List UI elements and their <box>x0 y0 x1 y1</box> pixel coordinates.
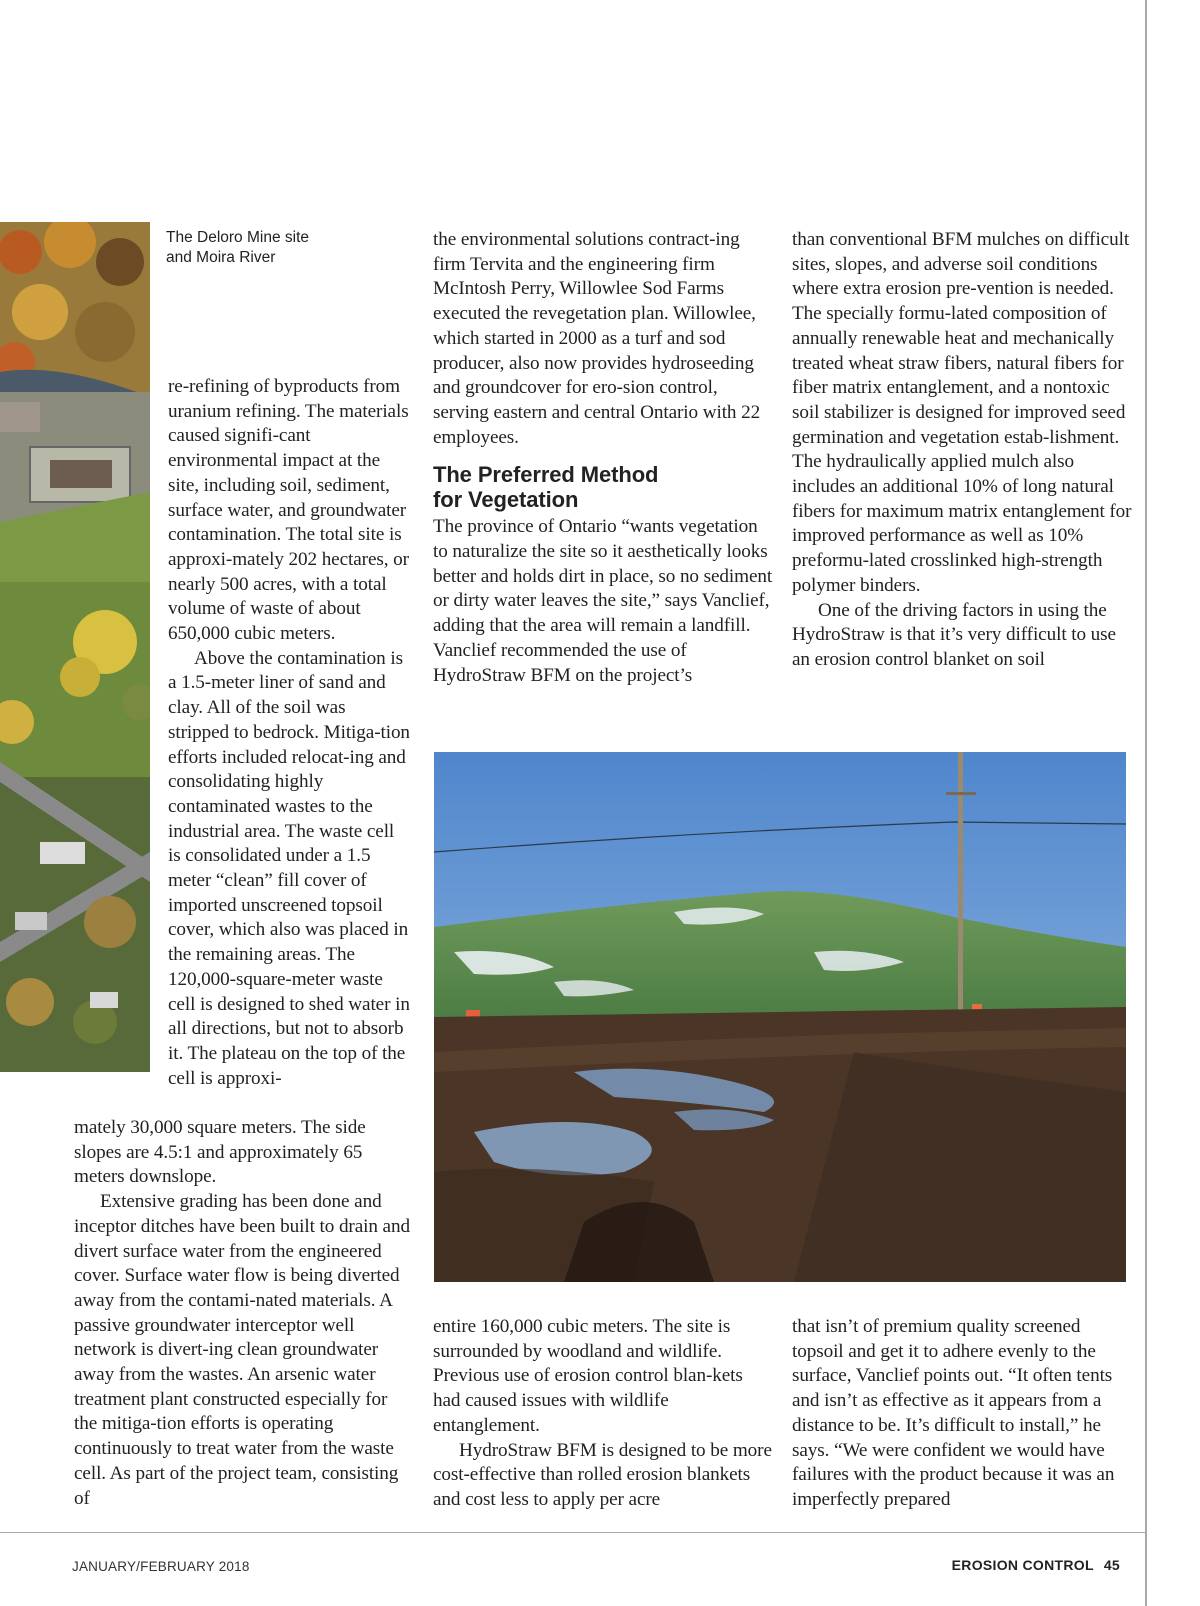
column-3-paragraph-2: One of the driving factors in using the HydroStraw is that it’s very difficult to use an erosion control blanket on soil <box>792 599 1116 670</box>
column-2-paragraph-1: the environmental solutions contract-ing firm Tervita and the engineering firm McIntosh Perry, Willowlee Sod Farms executed the revegetation plan. Willowlee, which started in 2000 as a turf and sod producer, also now provides hydroseeding and groundcover for ero-sion control, serving eastern and central Ontario with 22 employees. <box>433 229 761 448</box>
column-3-paragraph-1: than conventional BFM mulches on difficult sites, slopes, and adverse soil conditions where extra erosion pre-vention is needed. The specially formu-lated composition of annually renewable heat and mechanically treated wheat straw fibers, natural fibers for fiber matrix entanglement, and a nontoxic soil stabilizer is designed for improved seed germination and vegetation estab-lishment. The hydraulically applied mulch also includes an additional 10% of long natural fibers for maximum matrix entanglement for improved performance as well as 10% preformu-lated crosslinked high-strength polymer binders. <box>792 229 1132 596</box>
photo-caption <box>166 228 396 268</box>
page-edge-rule <box>1145 0 1147 1606</box>
column-2-paragraph-3: entire 160,000 cubic meters. The site is surrounded by woodland and wildlife. Previous use of erosion control blan-kets had caused issues with wildlife entanglement. <box>433 1316 743 1436</box>
column-2-upper <box>433 228 773 688</box>
column-1-paragraph-2: Above the contamination is a 1.5-meter liner of sand and clay. All of the soil was stripped to bedrock. Mitiga-tion efforts included relocat-ing and consolidating highly contaminated wastes to the industrial area. The waste cell is consolidated under a 1.5 meter “clean” fill cover of imported unscreened topsoil cover, which also was placed in the remaining areas. The 120,000-square-meter waste cell is designed to shed water in all directions, but not to absorb it. The plateau on the top of the cell is approxi- <box>168 647 410 1089</box>
aerial-photo-deloro-mine <box>0 222 150 1072</box>
column-3-upper <box>792 228 1132 673</box>
column-3-paragraph-3: that isn’t of premium quality screened topsoil and get it to adhere evenly to the surface, Vanclief points out. “It often tents and isn’t as effective as it appears from a distance to be. It’s difficult to install,” he says. “We were confident we would have failures with the product because it was an imperfectly prepared <box>792 1316 1115 1510</box>
column-2-paragraph-4: HydroStraw BFM is designed to be more cost-effective than rolled erosion blankets and cost less to apply per acre <box>433 1439 772 1510</box>
section-subhead <box>433 462 773 512</box>
column-2-lower <box>433 1315 773 1513</box>
page-number: 45 <box>1103 1557 1120 1573</box>
folio <box>952 1557 1120 1573</box>
column-1-paragraph-2-continued: mately 30,000 square meters. The side slopes are 4.5:1 and approximately 65 meters downslope. <box>74 1117 366 1188</box>
column-1-upper <box>168 375 410 1091</box>
column-1-paragraph-3: Extensive grading has been done and inceptor ditches have been built to drain and divert surface water from the engineered cover. Surface water flow is being diverted away from the contami-nated materials. A passive groundwater interceptor well network is divert-ing clean groundwater away from the wastes. An arsenic water treatment plant constructed especially for the mitiga-tion efforts is operating continuously to treat water from the waste cell. As part of the project team, consisting of <box>74 1191 410 1509</box>
subhead-line-1: The Preferred Method <box>433 462 659 488</box>
magazine-name: EROSION CONTROL <box>951 1557 1094 1573</box>
issue-date: JANUARY/FEBRUARY 2018 <box>72 1559 250 1574</box>
caption-line-2: and Moira River <box>166 249 276 266</box>
column-1-paragraph-1: re-refining of byproducts from uranium refining. The materials caused signifi-cant environmental impact at the site, including soil, sediment, surface water, and groundwater contamination. The total site is approxi-mately 202 hectares, or nearly 500 acres, with a total volume of waste of about 650,000 cubic meters. <box>168 376 409 645</box>
column-2-paragraph-2: The province of Ontario “wants vegetation to naturalize the site so it aesthetically looks better and holds dirt in place, so no sediment or dirty water leaves the site,” says Vanclief, adding that the area will remain a landfill. Vanclief recommended the use of HydroStraw BFM on the project’s <box>433 516 773 686</box>
caption-line-1: The Deloro Mine site <box>166 229 310 246</box>
column-3-lower <box>792 1315 1132 1513</box>
landfill-site-photo <box>434 752 1126 1282</box>
subhead-line-2: for Vegetation <box>433 487 579 513</box>
column-1-lower <box>74 1116 410 1511</box>
footer-rule <box>0 1532 1145 1533</box>
